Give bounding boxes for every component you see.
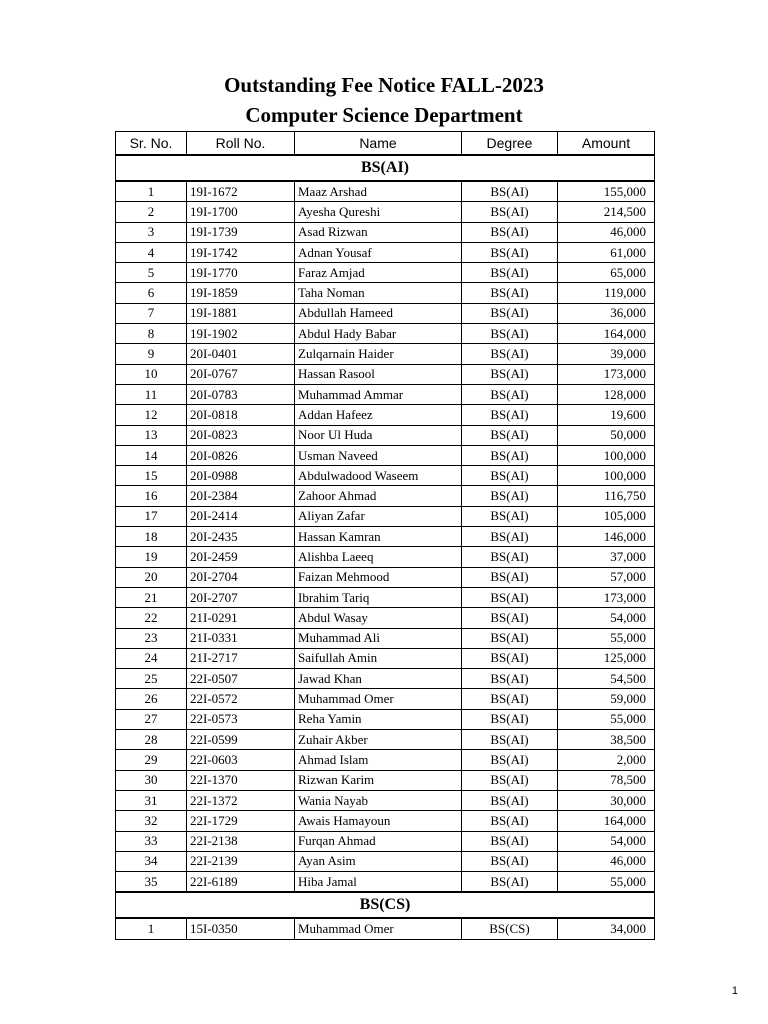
cell-name: Hassan Kamran (295, 527, 462, 547)
fee-table (115, 131, 655, 940)
cell-sr-no: 16 (116, 486, 187, 506)
cell-sr-no: 10 (116, 364, 187, 384)
table-row (116, 587, 655, 607)
cell-degree: BS(AI) (462, 689, 558, 709)
table-row (116, 608, 655, 628)
cell-degree: BS(AI) (462, 527, 558, 547)
table-row (116, 344, 655, 364)
cell-amount: 46,000 (558, 222, 655, 242)
cell-roll-no: 20I-0826 (187, 445, 295, 465)
cell-amount: 34,000 (558, 918, 655, 939)
cell-roll-no: 21I-0331 (187, 628, 295, 648)
cell-degree: BS(AI) (462, 202, 558, 222)
cell-name: Addan Hafeez (295, 405, 462, 425)
cell-name: Alishba Laeeq (295, 547, 462, 567)
cell-degree: BS(AI) (462, 263, 558, 283)
cell-name: Ahmad Islam (295, 750, 462, 770)
cell-degree: BS(AI) (462, 181, 558, 202)
cell-degree: BS(AI) (462, 730, 558, 750)
cell-degree: BS(AI) (462, 567, 558, 587)
cell-sr-no: 9 (116, 344, 187, 364)
cell-roll-no: 20I-0818 (187, 405, 295, 425)
document-title: Outstanding Fee Notice FALL-2023 (224, 73, 544, 97)
cell-amount: 100,000 (558, 466, 655, 486)
cell-amount: 55,000 (558, 709, 655, 729)
table-row (116, 669, 655, 689)
cell-sr-no: 22 (116, 608, 187, 628)
cell-degree: BS(AI) (462, 445, 558, 465)
cell-degree: BS(AI) (462, 770, 558, 790)
table-row (116, 831, 655, 851)
cell-amount: 55,000 (558, 628, 655, 648)
cell-roll-no: 22I-1729 (187, 811, 295, 831)
table-row (116, 202, 655, 222)
cell-degree: BS(AI) (462, 324, 558, 344)
cell-roll-no: 20I-0767 (187, 364, 295, 384)
section-header-row (116, 892, 655, 918)
cell-degree: BS(AI) (462, 831, 558, 851)
cell-degree: BS(AI) (462, 405, 558, 425)
table-row (116, 567, 655, 587)
cell-roll-no: 22I-6189 (187, 872, 295, 893)
cell-sr-no: 28 (116, 730, 187, 750)
cell-roll-no: 22I-0572 (187, 689, 295, 709)
table-row (116, 506, 655, 526)
cell-amount: 46,000 (558, 851, 655, 871)
cell-sr-no: 30 (116, 770, 187, 790)
table-row (116, 283, 655, 303)
cell-sr-no: 13 (116, 425, 187, 445)
cell-degree: BS(AI) (462, 364, 558, 384)
cell-name: Faizan Mehmood (295, 567, 462, 587)
section-header-row (116, 155, 655, 181)
cell-degree: BS(AI) (462, 222, 558, 242)
table-row (116, 689, 655, 709)
cell-name: Wania Nayab (295, 790, 462, 810)
cell-roll-no: 20I-2704 (187, 567, 295, 587)
table-row (116, 425, 655, 445)
cell-sr-no: 27 (116, 709, 187, 729)
table-row (116, 750, 655, 770)
cell-sr-no: 15 (116, 466, 187, 486)
cell-roll-no: 20I-2414 (187, 506, 295, 526)
cell-sr-no: 31 (116, 790, 187, 810)
cell-amount: 100,000 (558, 445, 655, 465)
cell-sr-no: 35 (116, 872, 187, 893)
table-row (116, 181, 655, 202)
cell-name: Furqan Ahmad (295, 831, 462, 851)
cell-degree: BS(AI) (462, 608, 558, 628)
cell-degree: BS(AI) (462, 851, 558, 871)
cell-amount: 2,000 (558, 750, 655, 770)
cell-roll-no: 20I-0783 (187, 384, 295, 404)
cell-roll-no: 22I-1370 (187, 770, 295, 790)
header-name: Name (295, 132, 462, 156)
cell-name: Abdul Wasay (295, 608, 462, 628)
cell-degree: BS(AI) (462, 587, 558, 607)
cell-degree: BS(AI) (462, 425, 558, 445)
cell-degree: BS(AI) (462, 506, 558, 526)
table-row (116, 628, 655, 648)
cell-sr-no: 1 (116, 918, 187, 939)
cell-roll-no: 19I-1700 (187, 202, 295, 222)
cell-sr-no: 32 (116, 811, 187, 831)
cell-name: Faraz Amjad (295, 263, 462, 283)
cell-degree: BS(AI) (462, 709, 558, 729)
cell-roll-no: 20I-0823 (187, 425, 295, 445)
cell-name: Ibrahim Tariq (295, 587, 462, 607)
cell-sr-no: 6 (116, 283, 187, 303)
cell-sr-no: 12 (116, 405, 187, 425)
cell-name: Zahoor Ahmad (295, 486, 462, 506)
cell-roll-no: 21I-0291 (187, 608, 295, 628)
table-row (116, 811, 655, 831)
table-row (116, 790, 655, 810)
cell-amount: 105,000 (558, 506, 655, 526)
cell-degree: BS(AI) (462, 303, 558, 323)
table-row (116, 648, 655, 668)
cell-degree: BS(AI) (462, 283, 558, 303)
cell-roll-no: 22I-0507 (187, 669, 295, 689)
cell-name: Noor Ul Huda (295, 425, 462, 445)
cell-degree: BS(AI) (462, 242, 558, 262)
section-label: BS(AI) (116, 155, 655, 181)
cell-degree: BS(AI) (462, 811, 558, 831)
cell-sr-no: 17 (116, 506, 187, 526)
cell-amount: 54,000 (558, 608, 655, 628)
cell-name: Hiba Jamal (295, 872, 462, 893)
table-row (116, 770, 655, 790)
cell-sr-no: 2 (116, 202, 187, 222)
header-roll-no: Roll No. (187, 132, 295, 156)
cell-roll-no: 20I-2459 (187, 547, 295, 567)
table-row (116, 872, 655, 893)
header-degree: Degree (462, 132, 558, 156)
cell-amount: 128,000 (558, 384, 655, 404)
cell-amount: 38,500 (558, 730, 655, 750)
cell-sr-no: 23 (116, 628, 187, 648)
table-row (116, 527, 655, 547)
cell-sr-no: 18 (116, 527, 187, 547)
cell-roll-no: 19I-1739 (187, 222, 295, 242)
cell-sr-no: 11 (116, 384, 187, 404)
cell-sr-no: 26 (116, 689, 187, 709)
cell-name: Saifullah Amin (295, 648, 462, 668)
cell-amount: 39,000 (558, 344, 655, 364)
cell-degree: BS(AI) (462, 669, 558, 689)
cell-sr-no: 33 (116, 831, 187, 851)
cell-roll-no: 15I-0350 (187, 918, 295, 939)
cell-amount: 19,600 (558, 405, 655, 425)
cell-degree: BS(AI) (462, 344, 558, 364)
cell-amount: 61,000 (558, 242, 655, 262)
table-row (116, 324, 655, 344)
cell-amount: 36,000 (558, 303, 655, 323)
cell-amount: 155,000 (558, 181, 655, 202)
cell-amount: 55,000 (558, 872, 655, 893)
cell-amount: 30,000 (558, 790, 655, 810)
cell-roll-no: 19I-1902 (187, 324, 295, 344)
cell-name: Ayan Asim (295, 851, 462, 871)
cell-amount: 78,500 (558, 770, 655, 790)
cell-sr-no: 21 (116, 587, 187, 607)
cell-roll-no: 20I-2707 (187, 587, 295, 607)
cell-name: Taha Noman (295, 283, 462, 303)
table-row (116, 242, 655, 262)
cell-amount: 37,000 (558, 547, 655, 567)
cell-name: Maaz Arshad (295, 181, 462, 202)
table-row (116, 445, 655, 465)
cell-amount: 164,000 (558, 811, 655, 831)
cell-degree: BS(AI) (462, 547, 558, 567)
cell-amount: 57,000 (558, 567, 655, 587)
cell-name: Abdullah Hameed (295, 303, 462, 323)
cell-name: Zulqarnain Haider (295, 344, 462, 364)
table-row (116, 851, 655, 871)
table-row (116, 466, 655, 486)
cell-amount: 50,000 (558, 425, 655, 445)
cell-roll-no: 22I-0599 (187, 730, 295, 750)
cell-name: Jawad Khan (295, 669, 462, 689)
cell-sr-no: 14 (116, 445, 187, 465)
cell-roll-no: 22I-2138 (187, 831, 295, 851)
cell-roll-no: 22I-0603 (187, 750, 295, 770)
cell-name: Muhammad Omer (295, 918, 462, 939)
cell-name: Adnan Yousaf (295, 242, 462, 262)
table-row (116, 364, 655, 384)
cell-roll-no: 19I-1881 (187, 303, 295, 323)
cell-sr-no: 7 (116, 303, 187, 323)
cell-amount: 146,000 (558, 527, 655, 547)
cell-name: Muhammad Ali (295, 628, 462, 648)
cell-sr-no: 29 (116, 750, 187, 770)
table-row (116, 303, 655, 323)
cell-roll-no: 19I-1859 (187, 283, 295, 303)
cell-degree: BS(AI) (462, 648, 558, 668)
table-row (116, 486, 655, 506)
cell-amount: 59,000 (558, 689, 655, 709)
cell-amount: 173,000 (558, 364, 655, 384)
cell-name: Muhammad Omer (295, 689, 462, 709)
cell-degree: BS(AI) (462, 486, 558, 506)
cell-sr-no: 5 (116, 263, 187, 283)
cell-roll-no: 19I-1742 (187, 242, 295, 262)
cell-degree: BS(AI) (462, 628, 558, 648)
table-row (116, 263, 655, 283)
cell-degree: BS(AI) (462, 790, 558, 810)
cell-sr-no: 19 (116, 547, 187, 567)
cell-name: Muhammad Ammar (295, 384, 462, 404)
cell-amount: 164,000 (558, 324, 655, 344)
cell-name: Asad Rizwan (295, 222, 462, 242)
cell-roll-no: 19I-1672 (187, 181, 295, 202)
cell-name: Rizwan Karim (295, 770, 462, 790)
cell-name: Abdul Hady Babar (295, 324, 462, 344)
cell-name: Ayesha Qureshi (295, 202, 462, 222)
table-header-row (116, 132, 655, 156)
cell-name: Zuhair Akber (295, 730, 462, 750)
cell-name: Awais Hamayoun (295, 811, 462, 831)
cell-roll-no: 22I-0573 (187, 709, 295, 729)
cell-roll-no: 22I-2139 (187, 851, 295, 871)
cell-degree: BS(AI) (462, 872, 558, 893)
cell-name: Aliyan Zafar (295, 506, 462, 526)
cell-amount: 65,000 (558, 263, 655, 283)
cell-degree: BS(AI) (462, 750, 558, 770)
cell-degree: BS(AI) (462, 384, 558, 404)
table-row (116, 405, 655, 425)
cell-amount: 125,000 (558, 648, 655, 668)
cell-sr-no: 4 (116, 242, 187, 262)
cell-amount: 54,000 (558, 831, 655, 851)
cell-amount: 116,750 (558, 486, 655, 506)
table-row (116, 709, 655, 729)
cell-sr-no: 3 (116, 222, 187, 242)
cell-name: Usman Naveed (295, 445, 462, 465)
cell-name: Reha Yamin (295, 709, 462, 729)
table-row (116, 384, 655, 404)
cell-sr-no: 8 (116, 324, 187, 344)
cell-sr-no: 25 (116, 669, 187, 689)
cell-amount: 54,500 (558, 669, 655, 689)
table-row (116, 918, 655, 939)
cell-amount: 119,000 (558, 283, 655, 303)
cell-degree: BS(AI) (462, 466, 558, 486)
section-label: BS(CS) (116, 892, 655, 918)
table-row (116, 547, 655, 567)
cell-amount: 214,500 (558, 202, 655, 222)
header-amount: Amount (558, 132, 655, 156)
header-sr-no: Sr. No. (116, 132, 187, 156)
document-subtitle: Computer Science Department (245, 103, 523, 127)
cell-sr-no: 1 (116, 181, 187, 202)
table-row (116, 222, 655, 242)
cell-name: Abdulwadood Waseem (295, 466, 462, 486)
cell-amount: 173,000 (558, 587, 655, 607)
cell-degree: BS(CS) (462, 918, 558, 939)
cell-roll-no: 21I-2717 (187, 648, 295, 668)
cell-roll-no: 20I-0401 (187, 344, 295, 364)
cell-roll-no: 20I-2384 (187, 486, 295, 506)
cell-roll-no: 20I-2435 (187, 527, 295, 547)
cell-roll-no: 22I-1372 (187, 790, 295, 810)
cell-sr-no: 20 (116, 567, 187, 587)
cell-sr-no: 34 (116, 851, 187, 871)
table-row (116, 730, 655, 750)
page-number: 1 (731, 985, 738, 997)
cell-roll-no: 19I-1770 (187, 263, 295, 283)
cell-roll-no: 20I-0988 (187, 466, 295, 486)
cell-sr-no: 24 (116, 648, 187, 668)
cell-name: Hassan Rasool (295, 364, 462, 384)
